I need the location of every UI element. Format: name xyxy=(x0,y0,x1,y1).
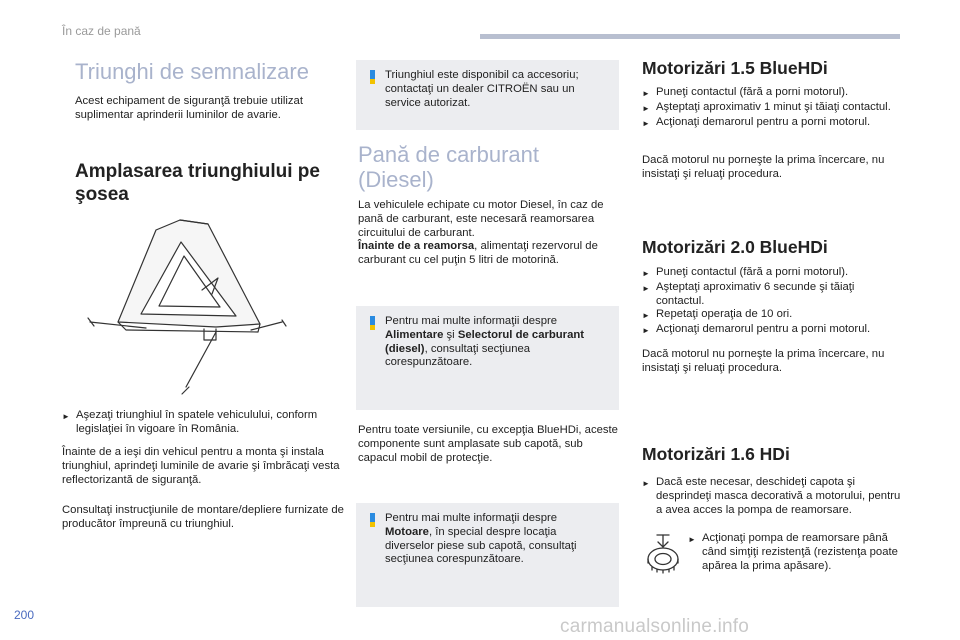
bullet-arrow-icon: ► xyxy=(642,89,650,98)
fuel-para-3: Pentru toate versiunile, cu excepţia BlueHDi, aceste componente sunt amplasate sub capotă, sub capacul mobil de protecţie. xyxy=(358,424,618,464)
warning-triangle-illustration xyxy=(86,212,356,400)
triangle-placement-title: Amplasarea triunghiului pe şosea xyxy=(75,161,320,205)
bullet-arrow-icon: ► xyxy=(642,118,650,128)
list-item: ► Aşteptaţi aproximativ 1 minut şi tăiaţi contactul. xyxy=(642,101,902,116)
bullet-arrow-icon: ► xyxy=(62,412,70,421)
bullet-arrow-icon: ► xyxy=(642,283,650,293)
triangle-bullet: ► Aşezaţi triunghiul în spatele vehiculului, conform legislaţiei în vigoare în România. xyxy=(62,409,318,435)
list-item: ► Aşteptaţi aproximativ 6 secunde şi tăiaţi contactul. xyxy=(642,280,855,307)
list-item: ► Puneţi contactul (fără a porni motorul). xyxy=(642,266,902,281)
bullet-arrow-icon: ► xyxy=(642,326,650,336)
note-marker-icon xyxy=(370,316,375,330)
engine-16-step-1: ► Dacă este necesar, deschideţi capota şi desprindeţi masca decorativă a motorului, pentru a avea acces la pompa de reamorsare. xyxy=(642,476,901,516)
fuel-selector-note: Pentru mai multe informaţii despre Alimentare şi Selectorul de carburant (diesel), consultaţi secţiunea corespunzătoare. xyxy=(356,306,619,410)
engine-15-steps xyxy=(642,86,902,130)
page-number: 200 xyxy=(14,608,35,622)
bullet-arrow-icon: ► xyxy=(642,479,650,488)
list-item: ► Acţionaţi demarorul pentru a porni motorul. xyxy=(642,116,902,131)
section-header: În caz de pană xyxy=(62,24,141,38)
list-item: ► Puneţi contactul (fără a porni motorul). xyxy=(642,86,902,101)
triangle-para-2: Consultaţi instrucţiunile de montare/depliere furnizate de producător împreună cu triunghiul. xyxy=(62,504,344,530)
engine-16-title: Motorizări 1.6 HDi xyxy=(642,444,790,464)
header-bar xyxy=(480,34,900,39)
list-item: ► Repetaţi operaţia de 10 ori. xyxy=(642,308,902,323)
engine-20-title: Motorizări 2.0 BlueHDi xyxy=(642,237,828,257)
warning-triangle-title: Triunghi de semnalizare xyxy=(75,59,309,84)
bullet-arrow-icon: ► xyxy=(642,311,650,321)
list-item: ► Acţionaţi demarorul pentru a porni motorul. xyxy=(642,323,902,338)
engine-20-note: Dacă motorul nu porneşte la prima încercare, nu insistaţi şi reluaţi procedura. xyxy=(642,348,885,374)
note-marker-icon xyxy=(370,70,375,84)
triangle-para-1: Înainte de a ieşi din vehicul pentru a monta şi instala triunghiul, aprindeţi luminile de avarie şi îmbrăcaţi vesta reflectorizantă de siguranţă. xyxy=(62,446,340,486)
note-marker-icon xyxy=(370,513,375,527)
engine-15-note: Dacă motorul nu porneşte la prima încercare, nu insistaţi şi reluaţi procedura. xyxy=(642,154,885,180)
accessory-note: Triunghiul este disponibil ca accesoriu; contactaţi un dealer CITROËN sau un service autorizat. xyxy=(356,60,619,130)
fuel-para-2: Înainte de a reamorsa, alimentaţi rezervorul de carburant cu cel puţin 5 litri de motorină. xyxy=(358,240,598,266)
bullet-arrow-icon: ► xyxy=(642,269,650,278)
fuel-outage-title: Pană de carburant (Diesel) xyxy=(358,142,540,192)
watermark: carmanualsonline.info xyxy=(560,616,750,637)
bullet-arrow-icon: ► xyxy=(688,535,696,544)
priming-pump-icon xyxy=(643,533,683,575)
fuel-para-1: La vehiculele echipate cu motor Diesel, în caz de pană de carburant, este necesară reamorsarea circuitului de carburant. xyxy=(358,199,604,239)
triangle-intro: Acest echipament de siguranţă trebuie utilizat suplimentar aprinderii luminilor de avarie. xyxy=(75,95,303,121)
engines-note: Pentru mai multe informaţii despre Motoare, în special despre locaţia diverselor piese sub capotă, consultaţi secţiunea corespunzătoare. xyxy=(356,503,619,607)
engine-15-title: Motorizări 1.5 BlueHDi xyxy=(642,58,828,78)
engine-20-steps xyxy=(642,266,902,338)
engine-16-step-2: ► Acţionaţi pompa de reamorsare până când simţiţi rezistenţă (rezistenţa poate apărea la prima apăsare). xyxy=(688,532,898,572)
bullet-arrow-icon: ► xyxy=(642,103,650,113)
